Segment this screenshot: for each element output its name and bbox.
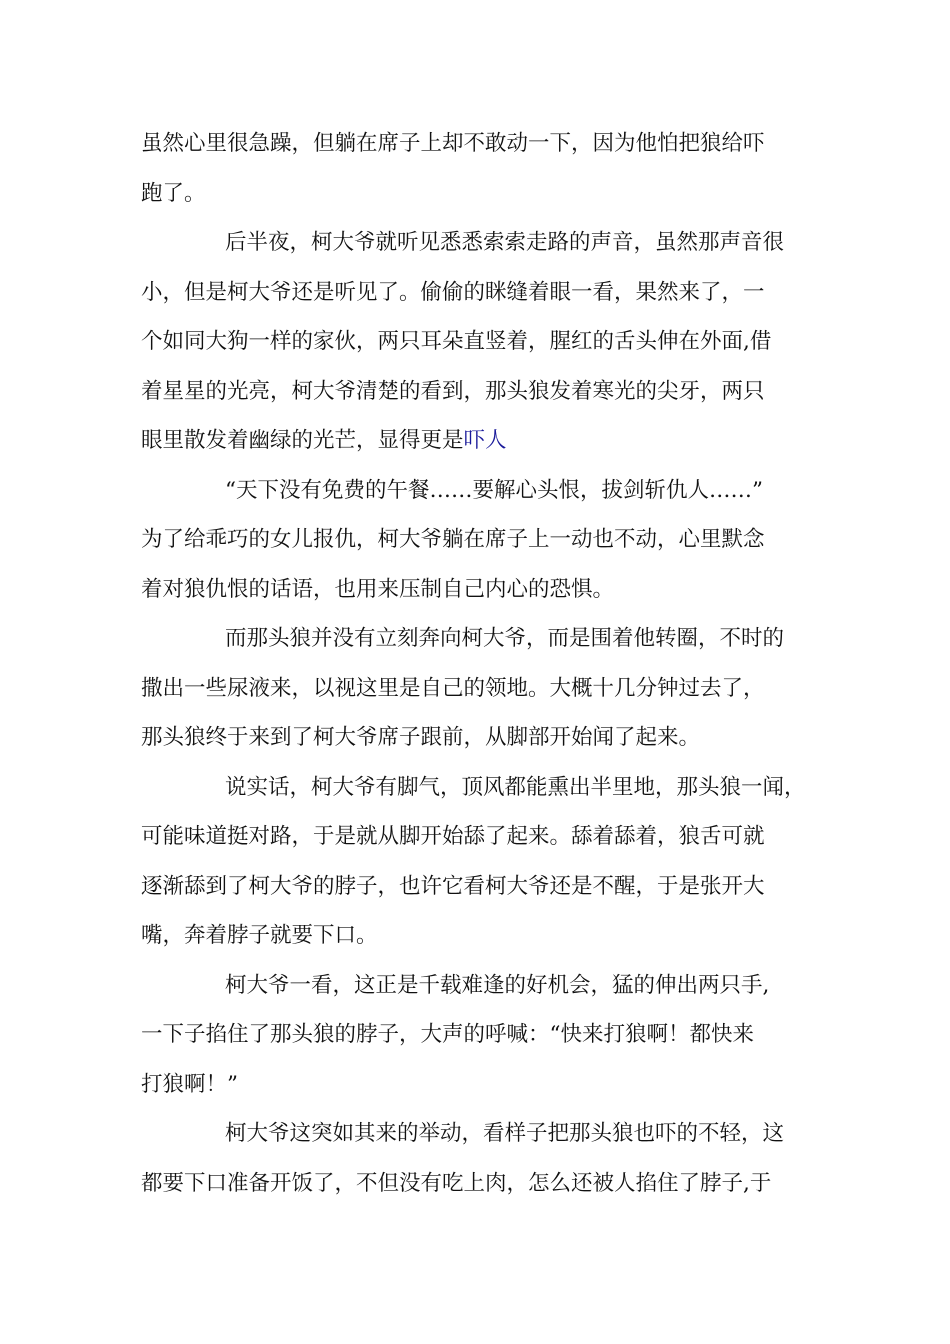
text-line: 虽然心里很急躁，但躺在席子上却不敢动一下，因为他怕把狼给吓 — [141, 131, 765, 156]
text-line: 那头狼终于来到了柯大爷席子跟前，从脚部开始闻了起来。 — [141, 725, 701, 750]
text-line: 可能味道挺对路，于是就从脚开始舔了起来。舔着舔着，狼舌可就 — [141, 824, 765, 849]
text-line: 着对狼仇恨的话语，也用来压制自己内心的恐惧。 — [141, 576, 615, 602]
text-segment: 眼里散发着幽绿的光芒，显得更是 — [141, 428, 464, 453]
paragraph-start: 柯大爷一看，这正是千载难逢的好机会，猛的伸出两只手, — [225, 972, 770, 998]
document-body — [141, 119, 831, 1208]
text-line: 个如同大狗一样的家伙，两只耳朵直竖着，腥红的舌头伸在外面,借 — [141, 329, 772, 354]
paragraph-start: 而那头狼并没有立刻奔向柯大爷，而是围着他转圈，不时的 — [225, 626, 785, 651]
text-line: 一下子掐住了那头狼的脖子，大声的呼喊：“快来打狼啊！都快来 — [141, 1022, 754, 1047]
text-line: 为了给乖巧的女儿报仇，柯大爷躺在席子上一动也不动，心里默念 — [141, 527, 765, 552]
hyperlink-text[interactable]: 吓人 — [463, 428, 507, 453]
paragraph-start: 柯大爷这突如其来的举动，看样子把那头狼也吓的不轻，这 — [225, 1121, 785, 1146]
text-line: 都要下口准备开饭了，不但没有吃上肉，怎么还被人掐住了脖子,于 — [141, 1170, 772, 1196]
paragraph-start: 说实话，柯大爷有脚气，顶风都能熏出半里地，那头狼一闻， — [225, 774, 806, 800]
text-line: 跑了。 — [141, 180, 206, 206]
text-line: 逐渐舔到了柯大爷的脖子，也许它看柯大爷还是不醒，于是张开大 — [141, 873, 765, 899]
text-line: 小，但是柯大爷还是听见了。偷偷的眯缝着眼一看，果然来了，一 — [141, 279, 765, 305]
text-line: 着星星的光亮，柯大爷清楚的看到，那头狼发着寒光的尖牙，两只 — [141, 378, 765, 404]
text-line: 打狼啊！” — [141, 1071, 238, 1097]
paragraph-start: 后半夜，柯大爷就听见悉悉索索走路的声音，虽然那声音很 — [225, 230, 785, 255]
text-line: 撒出一些尿液来，以视这里是自己的领地。大概十几分钟过去了， — [141, 675, 765, 701]
paragraph-start: “天下没有免费的午餐……要解心头恨，拔剑斩仇人……” — [225, 477, 763, 503]
text-line-with-link — [141, 416, 831, 466]
text-line: 嘴，奔着脖子就要下口。 — [141, 923, 378, 948]
